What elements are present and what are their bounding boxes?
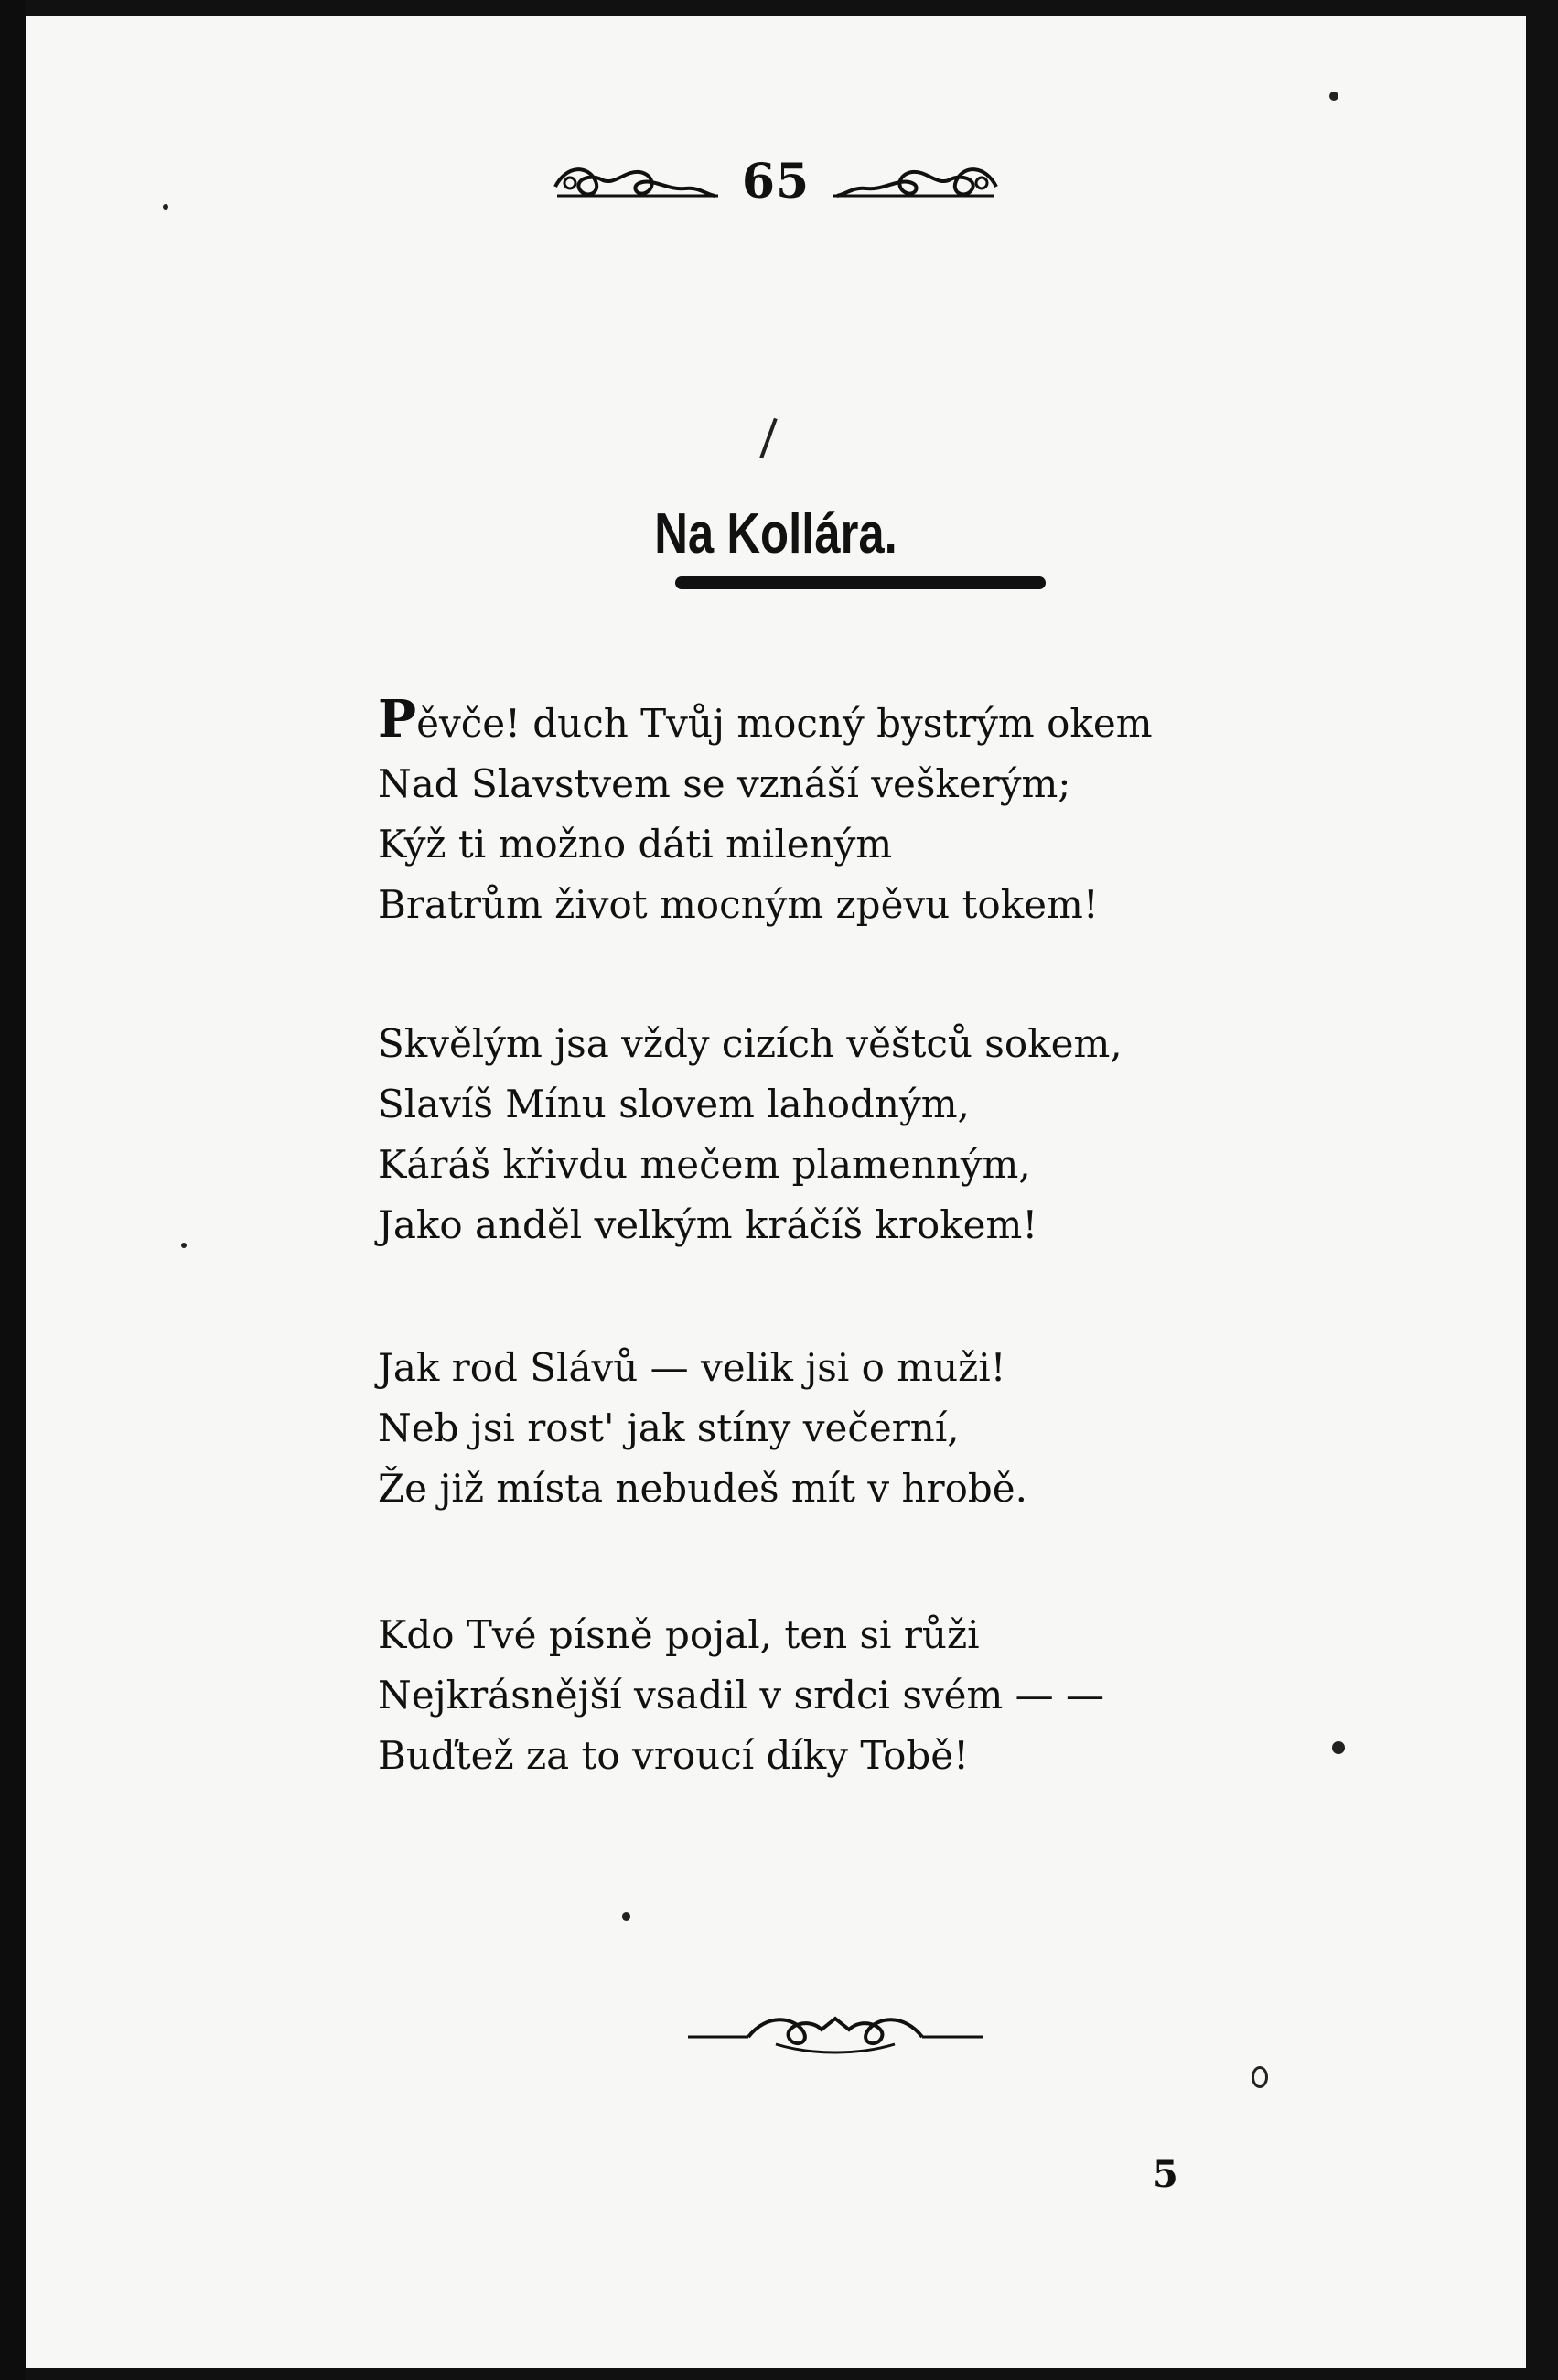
speck — [622, 1912, 630, 1921]
speck — [181, 1243, 187, 1248]
speck — [1329, 92, 1338, 101]
poem-line: Jako anděl velkým kráčíš krokem! — [378, 1202, 1038, 1247]
poem-line: Kýž ti možno dáti mileným — [378, 822, 893, 867]
poem-line: Nad Slavstvem se vznáší veškerým; — [378, 761, 1071, 806]
poem-line: Nejkrásnější vsadil v srdci svém — — — [378, 1673, 1105, 1718]
drop-cap: P — [378, 689, 417, 749]
poem-line: Jak rod Slávů — velik jsi o muži! — [378, 1345, 1006, 1390]
poem-line: Bratrům život mocným zpěvu tokem! — [378, 882, 1099, 927]
title-underline — [675, 576, 1046, 589]
speck — [1332, 1741, 1345, 1754]
speck — [1252, 2066, 1268, 2088]
poem-line: Skvělým jsa vždy cizích věštců sokem, — [378, 1021, 1123, 1066]
floral-ornament-right-icon — [830, 159, 1004, 205]
poem-line: Kdo Tvé písně pojal, ten si růži — [378, 1612, 980, 1657]
floral-ornament-left-icon — [548, 159, 722, 205]
poem-line: Že již místa nebudeš mít v hrobě. — [378, 1466, 1027, 1511]
poem-line: Neb jsi rost' jak stíny večerní, — [378, 1405, 960, 1450]
poem-body — [378, 689, 1293, 1786]
poem-title: Na Kollára. — [654, 502, 897, 565]
poem-line: Pěvče! duch Tvůj mocný bystrým okem — [378, 689, 1153, 749]
poem-line: Slavíš Mínu slovem lahodným, — [378, 1082, 970, 1126]
ink-mark — [759, 418, 777, 459]
stanza-3 — [378, 1338, 1293, 1519]
stanza-1 — [378, 689, 1293, 935]
page-number: 65 — [741, 154, 811, 210]
page-header — [26, 154, 1526, 210]
page-binding-edge — [0, 0, 26, 2380]
flourish-ornament-icon — [684, 2004, 986, 2062]
speck — [163, 204, 168, 210]
stanza-2 — [378, 1014, 1293, 1255]
signature-mark: 5 — [1153, 2153, 1178, 2196]
book-page — [26, 16, 1526, 2368]
stanza-4 — [378, 1605, 1293, 1786]
poem-line: Káráš křivdu mečem plamenným, — [378, 1142, 1031, 1187]
poem-line: Buďtež za to vroucí díky Tobě! — [378, 1733, 969, 1778]
